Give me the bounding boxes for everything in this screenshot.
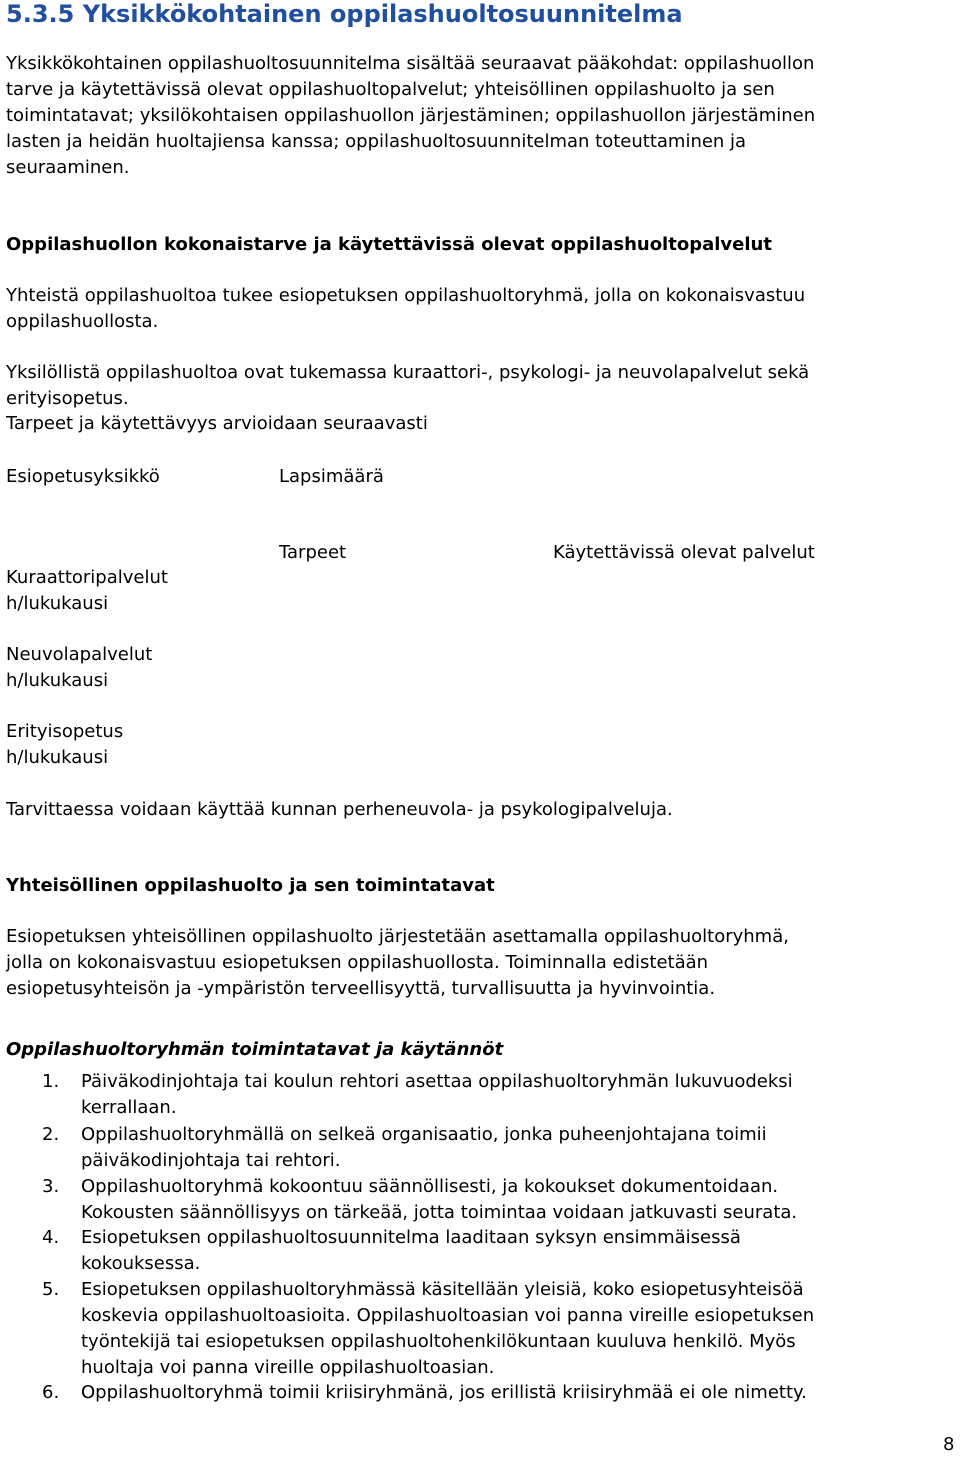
list-line: Päiväkodinjohtaja tai koulun rehtori asettaa oppilashuoltoryhmän lukuvuodeksi	[81, 1071, 793, 1092]
intro-line: Yksikkökohtainen oppilashuoltosuunnitelma sisältää seuraavat pääkohdat: oppilashuollon	[6, 53, 815, 74]
intro-line: seuraaminen.	[6, 157, 130, 178]
list-item	[0, 1277, 960, 1381]
list-line: työntekijä tai esiopetuksen oppilashuoltohenkilökuntaan kuuluva henkilö. Myös	[81, 1331, 796, 1352]
list-item	[0, 1122, 960, 1174]
para-community	[6, 924, 789, 1002]
list-number: 3.	[42, 1176, 60, 1197]
list-line: Oppilashuoltoryhmä kokoontuu säännöllisesti, ja kokoukset dokumentoidaan.	[81, 1176, 779, 1197]
row-line: h/lukukausi	[6, 593, 109, 614]
para-line: erityisopetus.	[6, 388, 129, 409]
list-number: 2.	[42, 1124, 60, 1145]
row-line: h/lukukausi	[6, 747, 109, 768]
row-line: h/lukukausi	[6, 670, 109, 691]
page-number: 8	[943, 1434, 955, 1455]
para-individual	[6, 360, 809, 412]
intro-line: tarve ja käytettävissä olevat oppilashuoltopalvelut; yhteisöllinen oppilashuolto ja sen	[6, 79, 775, 100]
para-line: oppilashuollosta.	[6, 311, 159, 332]
para-line: Yhteistä oppilashuoltoa tukee esiopetuksen oppilashuoltoryhmä, jolla on kokonaisvastuu	[6, 285, 806, 306]
list-line: Oppilashuoltoryhmä toimii kriisiryhmänä, jos erillistä kriisiryhmää ei ole nimetty.	[81, 1382, 807, 1403]
list-number: 6.	[42, 1382, 60, 1403]
intro-line: lasten ja heidän huoltajiensa kanssa; oppilashuoltosuunnitelman toteuttaminen ja	[6, 131, 747, 152]
para-line: Esiopetuksen yhteisöllinen oppilashuolto järjestetään asettamalla oppilashuoltoryhmä,	[6, 926, 789, 947]
table-row-label	[6, 565, 168, 617]
para-family: Tarvittaessa voidaan käyttää kunnan perheneuvola- ja psykologipalveluja.	[6, 799, 673, 820]
subheading-practices: Oppilashuoltoryhmän toimintatavat ja käytännöt	[6, 1039, 504, 1060]
para-line: Yksilöllistä oppilashuoltoa ovat tukemassa kuraattori-, psykologi- ja neuvolapalvelut sekä	[6, 362, 810, 383]
list-number: 1.	[42, 1071, 60, 1092]
table-header-unit: Esiopetusyksikkö	[6, 466, 160, 487]
list-line: Kokousten säännöllisyys on tärkeää, jotta toimintaa voidaan jatkuvasti seurata.	[81, 1202, 798, 1223]
list-number: 4.	[42, 1227, 60, 1248]
para-line: jolla on kokonaisvastuu esiopetuksen oppilashuollosta. Toiminnalla edistetään	[6, 952, 709, 973]
para-common	[6, 283, 805, 335]
table-row-label	[6, 719, 123, 771]
para-assess: Tarpeet ja käytettävyys arvioidaan seuraavasti	[6, 413, 428, 434]
list-number: 5.	[42, 1279, 60, 1300]
list-item	[0, 1174, 960, 1226]
list-item	[0, 1225, 960, 1277]
intro-paragraph	[6, 51, 815, 181]
list-line: päiväkodinjohtaja tai rehtori.	[81, 1150, 341, 1171]
row-line: Erityisopetus	[6, 721, 124, 742]
intro-line: toimintatavat; yksilökohtaisen oppilashuollon järjestäminen; oppilashuollon järjestäminen	[6, 105, 816, 126]
table-header-children: Lapsimäärä	[279, 466, 384, 487]
heading-need: Oppilashuollon kokonaistarve ja käytettävissä olevat oppilashuoltopalvelut	[6, 234, 772, 255]
list-line: Esiopetuksen oppilashuoltoryhmässä käsitellään yleisiä, koko esiopetusyhteisöä	[81, 1279, 804, 1300]
row-line: Neuvolapalvelut	[6, 644, 153, 665]
list-item	[0, 1069, 960, 1121]
list-line: kerrallaan.	[81, 1097, 177, 1118]
table-header-available: Käytettävissä olevat palvelut	[553, 542, 815, 563]
list-line: Esiopetuksen oppilashuoltosuunnitelma laaditaan syksyn ensimmäisessä	[81, 1227, 741, 1248]
list-line: huoltaja voi panna vireille oppilashuoltoasian.	[81, 1357, 495, 1378]
row-line: Kuraattoripalvelut	[6, 567, 168, 588]
section-title: 5.3.5 Yksikkökohtainen oppilashuoltosuunnitelma	[6, 0, 683, 28]
table-header-needs: Tarpeet	[279, 542, 347, 563]
heading-community: Yhteisöllinen oppilashuolto ja sen toimintatavat	[6, 875, 495, 896]
list-item	[0, 1380, 960, 1406]
table-row-label	[6, 642, 152, 694]
para-line: esiopetusyhteisön ja -ympäristön terveellisyyttä, turvallisuutta ja hyvinvointia.	[6, 978, 716, 999]
list-line: Oppilashuoltoryhmällä on selkeä organisaatio, jonka puheenjohtajana toimii	[81, 1124, 767, 1145]
list-line: kokouksessa.	[81, 1253, 201, 1274]
list-line: koskevia oppilashuoltoasioita. Oppilashuoltoasian voi panna vireille esiopetuksen	[81, 1305, 815, 1326]
